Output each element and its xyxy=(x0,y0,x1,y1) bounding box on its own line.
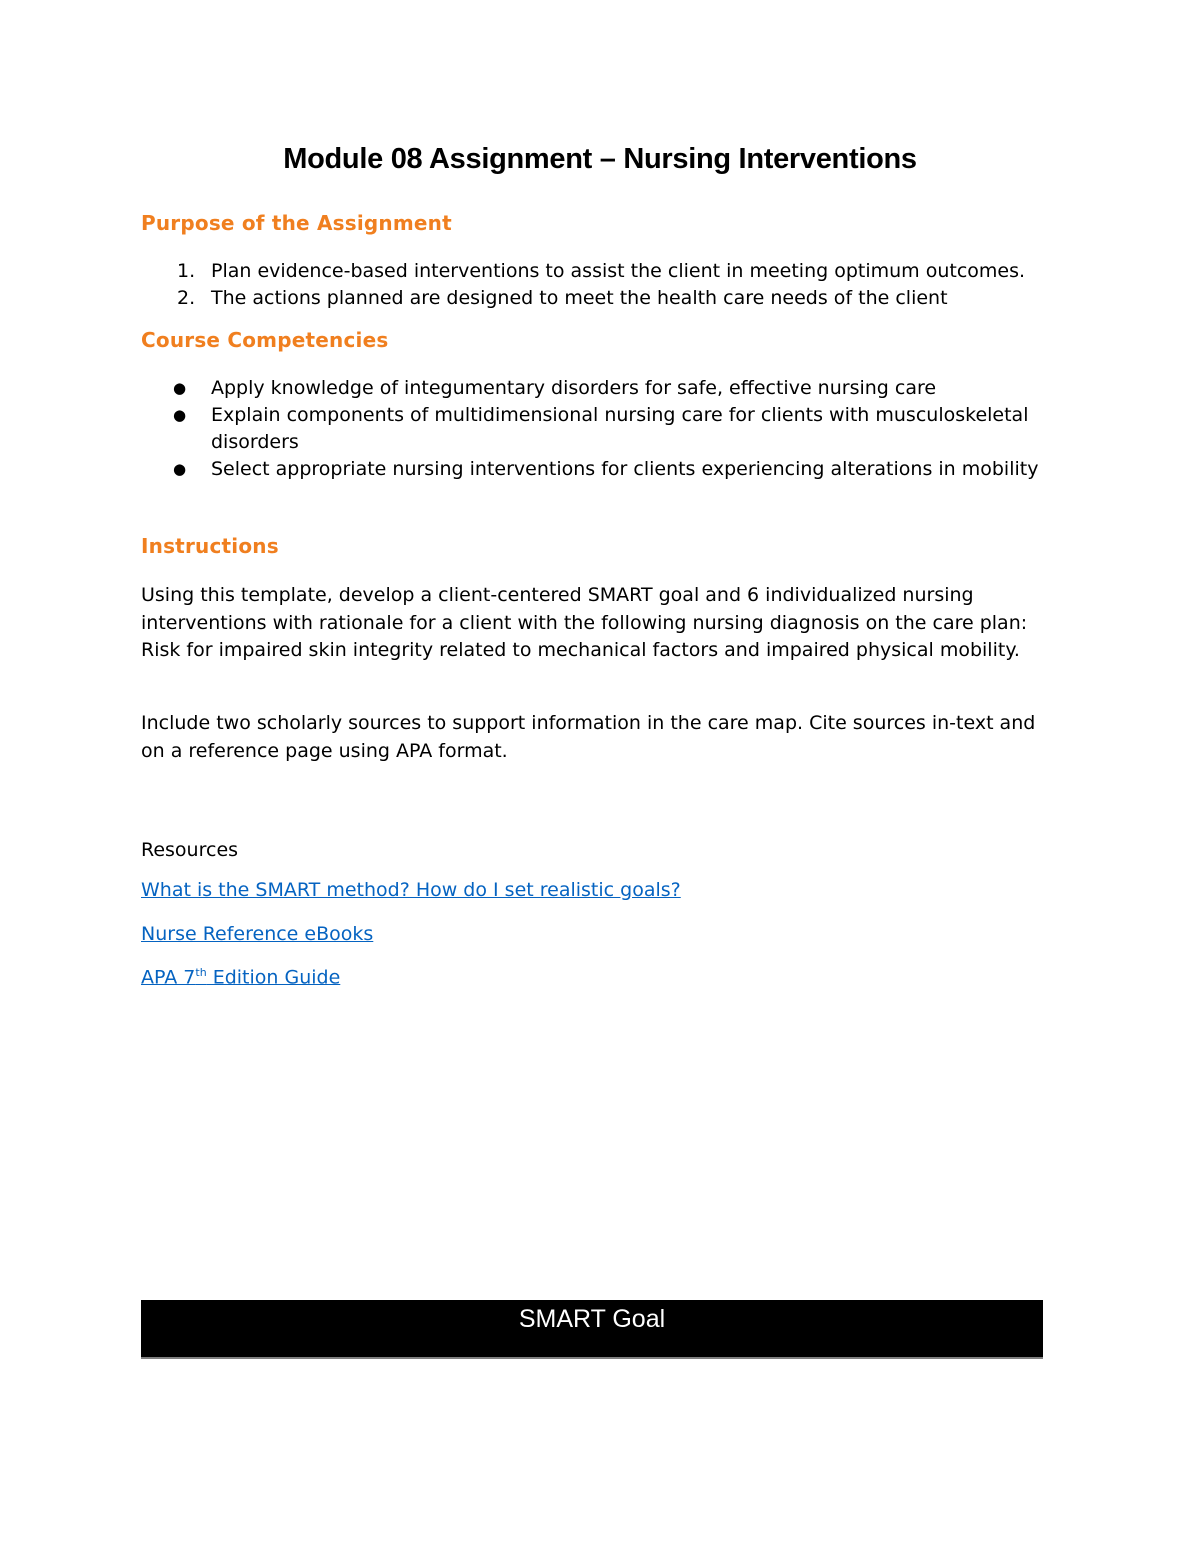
bullet-icon: ● xyxy=(173,406,187,424)
document-title: Module 08 Assignment – Nursing Interventions xyxy=(283,143,917,175)
list-item-text: The actions planned are designed to meet the health care needs of the client xyxy=(211,287,948,309)
nurse-ebooks-link[interactable]: Nurse Reference eBooks xyxy=(141,923,374,945)
list-item xyxy=(141,402,1071,456)
sources-paragraph: Include two scholarly sources to support information in the care map. Cite sources in-text and on a reference page using APA format. xyxy=(141,712,1036,762)
list-item-text: Apply knowledge of integumentary disorders for safe, effective nursing care xyxy=(211,377,937,399)
instructions-paragraph: Using this template, develop a client-centered SMART goal and 6 individualized nursing interventions with rationale for a client with the following nursing diagnosis on the care plan: Risk for impaired skin integrity related to mechanical factors and impaired physical mobility. xyxy=(141,584,1028,661)
list-item xyxy=(141,258,1071,285)
list-number: 1. xyxy=(177,260,196,282)
list-item-text: Explain components of multidimensional nursing care for clients with musculoskeletal disorders xyxy=(211,404,1029,453)
list-item xyxy=(141,375,1071,402)
list-number: 2. xyxy=(177,287,196,309)
smart-goal-header-text: SMART Goal xyxy=(518,1305,666,1333)
purpose-list xyxy=(141,258,1071,312)
competencies-heading: Course Competencies xyxy=(141,328,389,352)
link-superscript: th xyxy=(195,966,207,979)
bullet-icon: ● xyxy=(173,460,187,478)
instructions-heading: Instructions xyxy=(141,534,279,558)
list-item xyxy=(141,456,1071,483)
smart-goal-table-header xyxy=(141,1300,1043,1359)
resources-label: Resources xyxy=(141,839,239,861)
link-text: APA 7 xyxy=(141,966,196,989)
list-item-text: Plan evidence-based interventions to assist the client in meeting optimum outcomes. xyxy=(211,260,1026,282)
list-item-text: Select appropriate nursing interventions for clients experiencing alterations in mobility xyxy=(211,458,1039,480)
link-text: Edition Guide xyxy=(206,966,341,989)
apa-guide-link[interactable] xyxy=(141,966,340,988)
bullet-icon: ● xyxy=(173,379,187,397)
competencies-list xyxy=(141,375,1071,483)
smart-method-link[interactable]: What is the SMART method? How do I set realistic goals? xyxy=(141,879,681,901)
purpose-heading: Purpose of the Assignment xyxy=(141,211,452,235)
list-item xyxy=(141,285,1071,312)
